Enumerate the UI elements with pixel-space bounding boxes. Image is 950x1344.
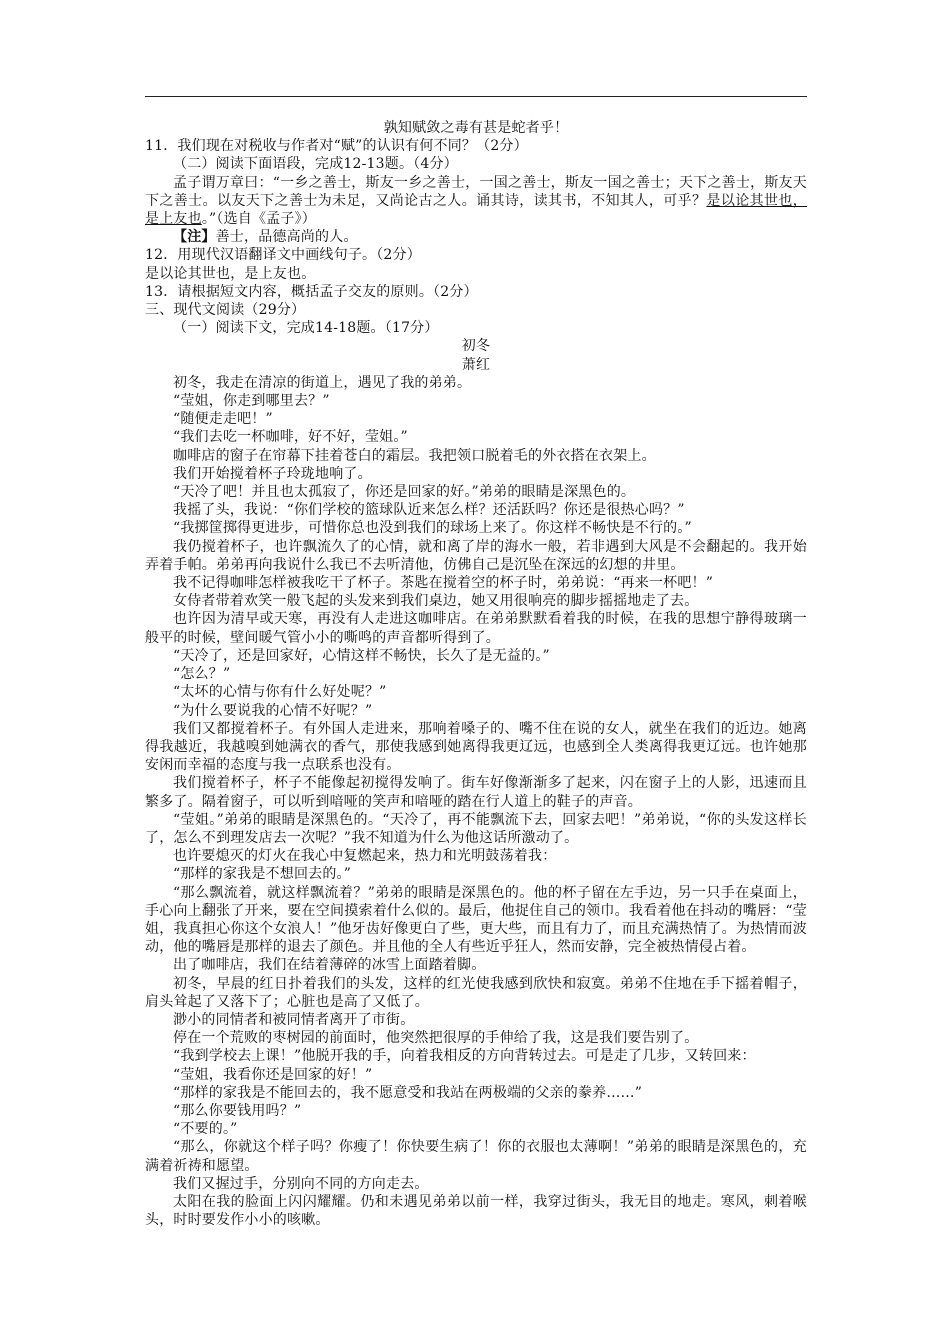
story-paragraph: 也许因为清早或天寒，再没有人走进这咖啡店。在弟弟默默看着我的时候，在我的思想宁静得玻璃一般平的时候，壁间暖气管小小的嘶鸣的声音都听得到了。 — [145, 611, 807, 646]
story-paragraph: “那么你要钱用吗？” — [173, 1102, 302, 1119]
story-paragraph: 我不记得咖啡怎样被我吃干了杯子。茶匙在搅着空的杯子时，弟弟说：“再来一杯吧！” — [173, 575, 714, 592]
story-text — [145, 374, 807, 1230]
question-12-sentence: 是以论其世也，是上友也。 — [145, 265, 316, 282]
passage-part2: 。”（选自《孟子》） — [201, 211, 316, 228]
story-paragraph: “为什么要说我的心情不好呢？” — [173, 702, 373, 719]
poem-line: 孰知赋敛之毒有甚是蛇者乎！ — [383, 120, 569, 136]
story-paragraph: “莹姐，我看你还是回家的好！” — [173, 1066, 373, 1083]
passage-underlined-sentence: 是以论其世也，是上友也 — [145, 192, 807, 228]
story-paragraph: 停在一个荒败的枣树园的前面时，他突然把很厚的手伸给了我，这是我们要告别了。 — [173, 1030, 699, 1047]
section-3-title: 三、现代文阅读（29分） — [145, 302, 306, 319]
story-paragraph: “天冷了，还是回家好，心情这样不畅快，长久了是无益的。” — [173, 647, 550, 664]
question-11: 11．我们现在对税收与作者对“赋”的认识有何不同？（2分） — [145, 138, 528, 155]
story-paragraph: 初冬，早晨的红日扑着我们的头发，这样的红光使我感到欣快和寂寞。弟弟不住地在手下摇着帽子，肩头耸起了又落下了；心脏也是高了又低了。 — [145, 975, 807, 1010]
story-paragraph: 渺小的同情者和被同情者离开了市街。 — [173, 1011, 415, 1028]
mencius-passage — [145, 174, 807, 229]
header-rule — [145, 96, 807, 97]
subsection-1-title: （一）阅读下文，完成14-18题。（17分） — [173, 320, 439, 337]
story-paragraph: 出了咖啡店，我们在结着薄碎的冰雪上面踏着脚。 — [173, 957, 486, 974]
story-paragraph: 太阳在我的脸面上闪闪耀耀。仍和未遇见弟弟以前一样，我穿过街头，我无目的地走。寒风，刺着喉头，时时要发作小小的咳嗽。 — [145, 1193, 807, 1229]
story-paragraph: 我摇了头，我说：“你们学校的篮球队近来怎么样？还活跃吗？你还是很热心吗？” — [173, 502, 685, 519]
story-paragraph: “随便走走吧！” — [173, 411, 273, 428]
story-paragraph: 咖啡店的窗子在帘幕下挂着苍白的霜层。我把领口脱着毛的外衣搭在衣架上。 — [173, 447, 656, 464]
story-paragraph: 我们搅着杯子，杯子不能像起初搅得发响了。街车好像渐渐多了起来，闪在窗子上的人影，迅速而且繁多了。隔着窗子，可以听到喑哑的笑声和喑哑的踏在行人道上的鞋子的声音。 — [145, 775, 807, 810]
story-title: 初冬 — [461, 338, 491, 355]
section-2-title: （二）阅读下面语段，完成12-13题。（4分） — [173, 156, 458, 173]
story-paragraph: “那样的家我是不能回去的，我不愿意受和我站在两极端的父亲的豢养……” — [173, 1084, 643, 1101]
note-label: 【注】 — [173, 229, 216, 246]
document-body — [145, 119, 807, 1229]
story-paragraph: “那么飘流着，就这样飘流着？”弟弟的眼睛是深黑色的。他的杯子留在左手边，另一只手在桌面上，手心向上翻张了开来，要在空间摸索着什么似的。最后，他捉住自己的领巾。我看着他在抖动的嘴唇：“莹姐，我真担心你这个女浪人！”他牙齿好像更白了些，更大些，而且有力了，而且充满热情了。为热情而波动，他的嘴唇是那样的退去了颜色。并且他的全人有些近乎狂人，然而安静，完全被热情侵占着。 — [145, 884, 807, 956]
story-paragraph: 我们又握过手，分别向不同的方向走去。 — [173, 1175, 429, 1192]
story-paragraph: “不要的。” — [173, 1121, 238, 1138]
story-paragraph: “莹姐。”弟弟的眼睛是深黑色的。“天冷了，再不能飘流下去，回家去吧！”弟弟说，“你的头发这样长了，怎么不到理发店去一次呢？”我不知道为什么为他这话所激动了。 — [145, 811, 807, 846]
story-paragraph: 我仍搅着杯子，也许飘流久了的心情，就和离了岸的海水一般，若非遇到大风是不会翻起的。我开始弄着手帕。弟弟再向我说什么我已不去听清他，仿佛自己是沉坠在深远的幻想的井里。 — [145, 538, 807, 573]
story-paragraph: “那样的家我是不想回去的。” — [173, 866, 352, 883]
story-paragraph: 也许要熄灭的灯火在我心中复燃起来，热力和光明鼓荡着我： — [173, 848, 557, 865]
story-paragraph: 初冬，我走在清凉的街道上，遇见了我的弟弟。 — [173, 374, 472, 391]
note-text: 善士，品德高尚的人。 — [215, 229, 358, 246]
question-12: 12．用现代汉语翻译文中画线句子。（2分） — [145, 247, 421, 264]
passage-part1: 孟子谓万章曰：“一乡之善士，斯友一乡之善士，一国之善士，斯友一国之善士；天下之善士，斯友天下之善士。以友天下之善士为未足，又尚论古之人。诵其诗，读其书，不知其人，可乎？ — [145, 174, 807, 209]
story-paragraph: “莹姐，你走到哪里去？” — [173, 393, 330, 410]
story-paragraph: 女侍者带着欢笑一般飞起的头发来到我们桌边，她又用很响亮的脚步摇摇地走了去。 — [173, 593, 699, 610]
note — [145, 228, 807, 246]
story-paragraph: “天冷了吧！并且也太孤寂了，你还是回家的好。”弟弟的眼睛是深黑色的。 — [173, 484, 636, 501]
question-13: 13．请根据短文内容，概括孟子交友的原则。（2分） — [145, 283, 478, 300]
story-paragraph: “太坏的心情与你有什么好处呢？” — [173, 684, 387, 701]
story-paragraph: “我到学校去上课！”他脱开我的手，向着我相反的方向背转过去。可是走了几步，又转回来： — [173, 1048, 756, 1065]
story-paragraph: “我们去吃一杯咖啡，好不好，莹姐。” — [173, 429, 408, 446]
story-paragraph: 我们又都搅着杯子。有外国人走进来，那响着嗓子的、嘴不住在说的女人，就坐在我们的近边。她离得我越近，我越嗅到她满衣的香气，那使我感到她离得我更辽远，也感到全人类离得我更辽远。也许她那安闲而幸福的态度与我一点联系也没有。 — [145, 720, 807, 774]
story-paragraph: 我们开始搅着杯子玲珑地响了。 — [173, 465, 372, 482]
story-author: 萧红 — [461, 356, 491, 373]
story-paragraph: “我掷筐掷得更进步，可惜你总也没到我们的球场上来了。你这样不畅快是不行的。” — [173, 520, 692, 537]
story-paragraph: “那么，你就这个样子吗？你瘦了！你快要生病了！你的衣服也太薄啊！”弟弟的眼睛是深黑色的，充满着祈祷和愿望。 — [145, 1139, 807, 1174]
story-paragraph: “怎么？” — [173, 666, 231, 683]
